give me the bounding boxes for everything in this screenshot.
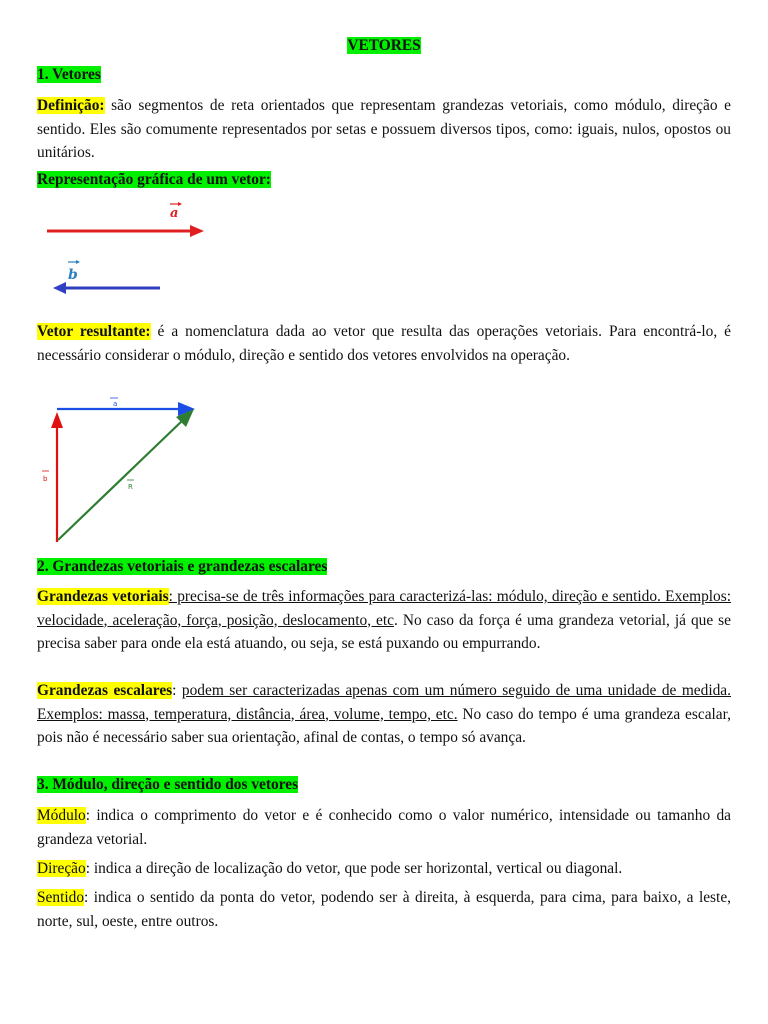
fig-vector-b — [42, 412, 63, 542]
scalar-quantities-definition: podem ser caracterizadas apenas com um número seguido de uma unidade de medida. Exemplos: massa, temperatura, distância, área, volume, tempo, etc. — [37, 682, 731, 723]
section-1-heading-text: 1. Vetores — [37, 66, 101, 83]
sense-label: Sentido — [37, 889, 85, 906]
svg-text:R: R — [128, 483, 133, 491]
page-title — [0, 35, 768, 57]
svg-text:a: a — [170, 206, 179, 221]
definition-paragraph — [37, 94, 731, 165]
resultant-text: é a nomenclatura dada ao vetor que resulta das operações vetoriais. Para encontrá-lo, é necessário considerar o módulo, direção e sentido dos vetores envolvidos na operação. — [37, 323, 731, 364]
scalar-quantities-paragraph — [37, 679, 731, 750]
sense-paragraph — [37, 886, 731, 933]
fig-vector-r — [58, 409, 194, 540]
modulus-paragraph — [37, 804, 731, 851]
title-text: VETORES — [347, 37, 421, 54]
section-1-heading — [37, 64, 101, 86]
svg-text:b: b — [43, 475, 48, 483]
fig-vector-a — [57, 398, 195, 416]
resultant-label: Vetor resultante: — [37, 323, 151, 340]
vector-quantities-label: Grandezas vetoriais — [37, 588, 169, 605]
scalar-quantities-text: No caso do tempo é uma grandeza escalar, pois não é necessário saber sua orientação, afinal de contas, o tempo só avança. — [37, 705, 731, 746]
vector-quantities-paragraph — [37, 585, 731, 656]
modulus-label: Módulo — [37, 807, 86, 824]
vector-illustration — [0, 195, 768, 305]
definition-text: são segmentos de reta orientados que representam grandezas vetoriais, como módulo, direção e sentido. Eles são comumente representados por setas e possuem diversos tipos, como: iguais, nulos, opostos ou unitários. — [37, 97, 731, 161]
sense-text: : indica o sentido da ponta do vetor, podendo ser à direita, à esquerda, para cima, para baixo, a leste, norte, sul, oeste, entre outros. — [37, 889, 731, 930]
svg-text:a: a — [113, 400, 118, 408]
vector-a-label — [170, 202, 182, 221]
graph-heading — [37, 169, 271, 191]
scalar-colon: : — [172, 682, 182, 699]
vector-quantities-definition: : precisa-se de três informações para caracterizá-las: módulo, direção e sentido. Exemplos: velocidade, aceleração, força, posição, deslocamento, etc — [37, 588, 731, 629]
section-3-heading — [37, 774, 298, 796]
scalar-quantities-label: Grandezas escalares — [37, 682, 173, 699]
modulus-text: : indica o comprimento do vetor e é conhecido como o valor numérico, intensidade ou tamanho da grandeza vetorial. — [37, 807, 731, 848]
section-3-heading-text: 3. Módulo, direção e sentido dos vetores — [37, 776, 299, 793]
vector-b-arrow — [53, 282, 160, 294]
direction-paragraph — [37, 857, 731, 881]
vector-quantities-text: . No caso da força é uma grandeza vetorial, já que se precisa saber para onde ela está atuando, ou seja, se está puxando ou empurrando. — [37, 611, 731, 652]
direction-text: : indica a direção de localização do vetor, que pode ser horizontal, vertical ou diagonal. — [85, 860, 623, 877]
section-2-heading-text: 2. Grandezas vetoriais e grandezas escalares — [37, 558, 328, 575]
vector-a-arrow — [47, 225, 204, 237]
svg-text:b: b — [68, 267, 78, 283]
resultant-figure — [0, 390, 768, 550]
graph-heading-text: Representação gráfica de um vetor: — [37, 171, 271, 188]
definition-label: Definição: — [37, 97, 105, 114]
vector-b-label — [68, 260, 80, 283]
resultant-paragraph — [37, 320, 731, 367]
section-2-heading — [37, 556, 327, 578]
direction-label: Direção — [37, 860, 86, 877]
